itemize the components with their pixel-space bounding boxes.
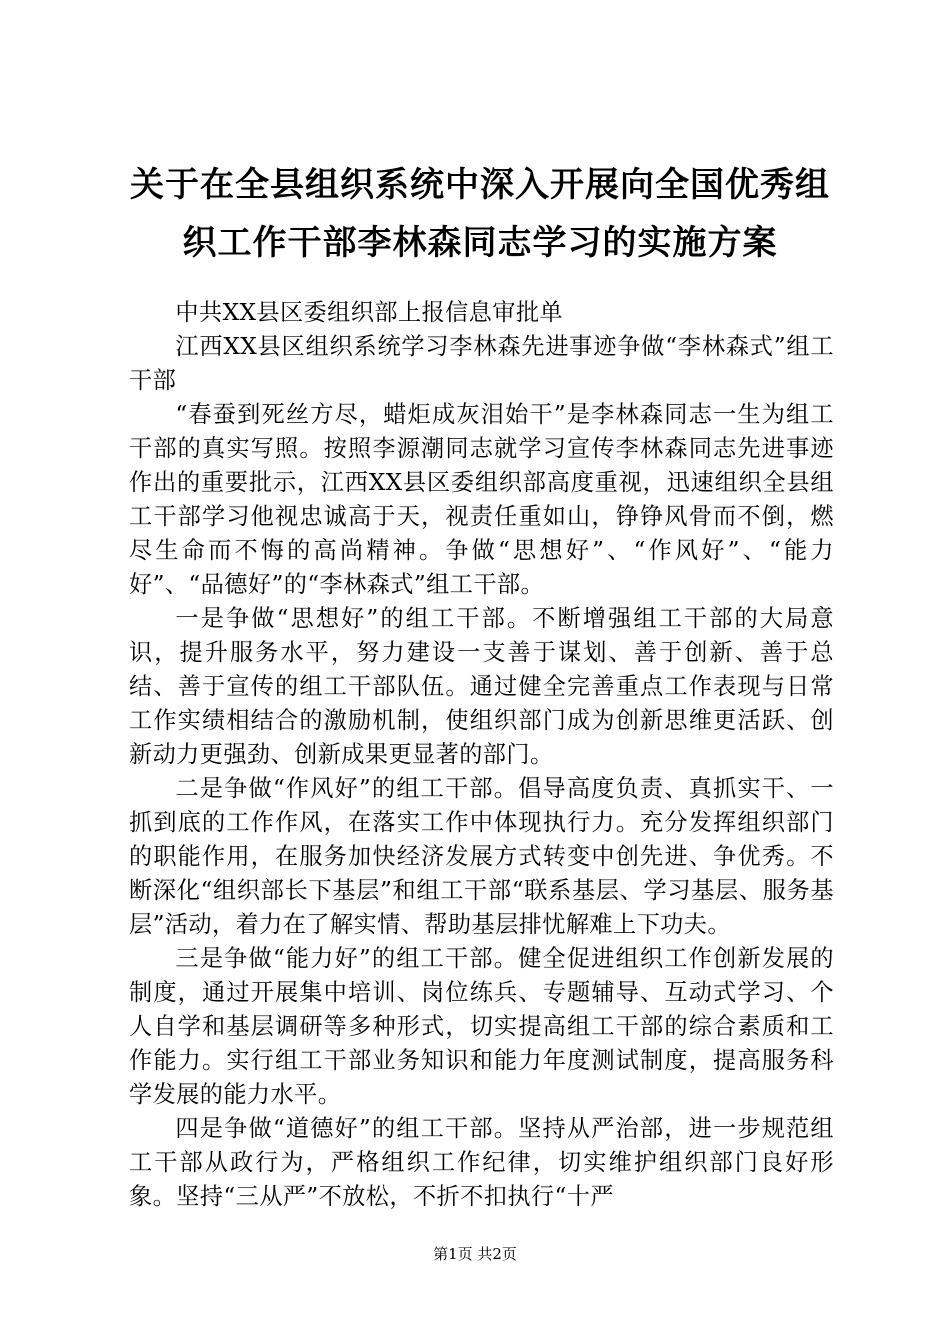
paragraph-point-2: 二是争做“作风好”的组工干部。倡导高度负责、真抓实干、一抓到底的工作作风，在落实工作中体现执行力。充分发挥组织部门的职能作用，在服务加快经济发展方式转变中创先进、争优秀。不断深化“组织部长下基层”和组工干部“联系基层、学习基层、服务基层”活动，着力在了解实情、帮助基层排忧解难上下功夫。 [129,775,834,938]
document-body [129,296,834,1214]
page-number-footer: 第1页 共2页 [433,1245,517,1263]
title-line-2: 织工作干部李林森同志学习的实施方案 [182,223,778,263]
paragraph-intro: “春蚕到死丝方尽，蜡炬成灰泪始干”是李林森同志一生为组工干部的真实写照。按照李源潮同志就学习宣传李林森同志先进事迹作出的重要批示，江西XX县区委组织部高度重视，迅速组织全县组工干部学习他视忠诚高于天，视责任重如山，铮铮风骨而不倒，燃尽生命而不悔的高尚精神。争做“思想好”、“作风好”、“能力好”、“品德好”的“李林森式”组工干部。 [129,401,834,598]
paragraph-point-4: 四是争做“道德好”的组工干部。坚持从严治部，进一步规范组工干部从政行为，严格组织工作纪律，切实维护组织部门良好形象。坚持“三从严”不放松，不折不扣执行“十严 [129,1115,834,1210]
paragraph-point-1: 一是争做“思想好”的组工干部。不断增强组工干部的大局意识，提升服务水平，努力建设一支善于谋划、善于创新、善于总结、善于宣传的组工干部队伍。通过健全完善重点工作表现与日常工作实绩相结合的激励机制，使组织部门成为创新思维更活跃、创新动力更强劲、创新成果更显著的部门。 [129,605,834,768]
title-line-1: 关于在全县组织系统中深入开展向全国优秀组 [130,165,830,205]
paragraph-subtitle: 江西XX县区组织系统学习李林森先进事迹争做“李林森式”组工干部 [129,333,834,394]
paragraph-header-note: 中共XX县区委组织部上报信息审批单 [175,299,564,326]
document-title [120,156,840,272]
paragraph-point-3: 三是争做“能力好”的组工干部。健全促进组织工作创新发展的制度，通过开展集中培训、岗位练兵、专题辅导、互动式学习、个人自学和基层调研等多种形式，切实提高组工干部的综合素质和工作能力。实行组工干部业务知识和能力年度测试制度，提高服务科学发展的能力水平。 [129,945,834,1108]
